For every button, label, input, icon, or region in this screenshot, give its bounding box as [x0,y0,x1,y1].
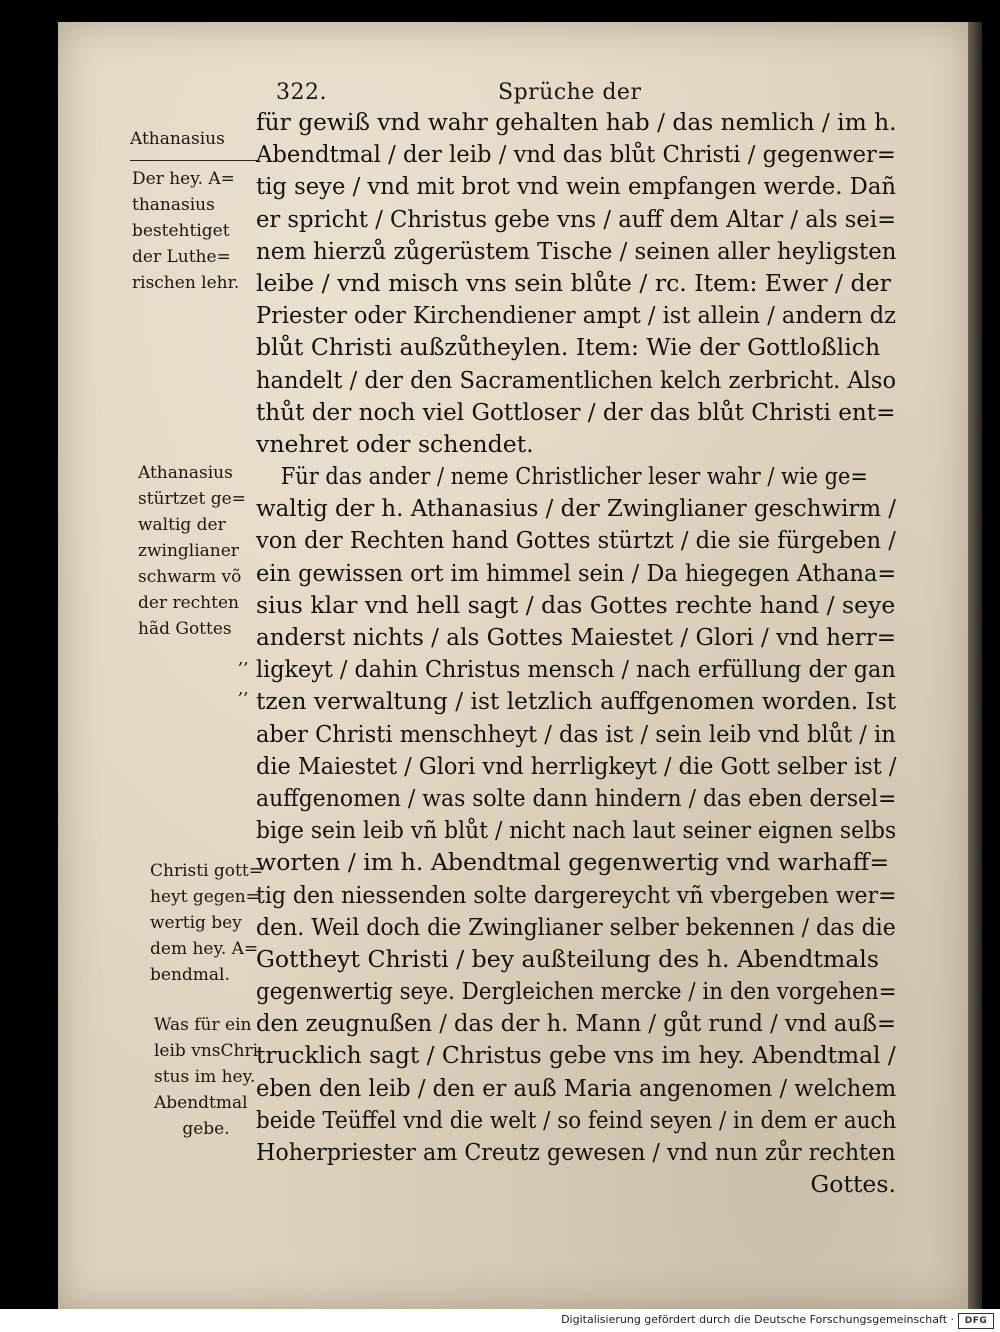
marginal-line: stus im hey. [154,1067,256,1087]
text-line: ligkeyt / dahin Christus mensch / nach erfüllung der gan [256,655,896,684]
text-line: sius klar vnd hell sagt / das Gottes rechte hand / seye [256,590,896,619]
marginal-line: Christi gott= [150,861,263,881]
body-text [256,106,896,1200]
marginal-line: thanasius [132,195,215,215]
footer-bar [0,1309,1000,1332]
text-line: Für das ander / neme Christlicher leser wahr / wie ge= [280,462,868,491]
text-line: waltig der h. Athanasius / der Zwinglianer geschwirm / [256,494,897,523]
text-line: Priester oder Kirchendiener ampt / ist allein / andern dz [256,301,896,330]
text-line: den. Weil doch die Zwinglianer selber bekennen / das die [256,912,896,941]
footer-credit: Digitalisierung gefördert durch die Deutsche Forschungsgemeinschaft · [561,1313,954,1326]
text-line: er spricht / Christus gebe vns / auff dem Altar / als sei= [256,204,897,233]
text-line: Abendtmal / der leib / vnd das blůt Christi / gegenwer= [256,140,896,169]
marginal-line: schwarm võ [138,567,242,587]
running-head: Sprüche der [498,80,642,105]
text-line: leibe / vnd misch vns sein blůte / rc. Item: Ewer / der [256,268,891,297]
marginal-line: Abendtmal [154,1093,248,1113]
text-line: thůt der noch viel Gottloser / der das blůt Christi ent= [256,397,896,426]
text-line: aber Christi menschheyt / das ist / sein leib vnd blůt / in [256,719,896,748]
marginal-line: wertig bey [150,913,242,933]
text-line: tzen verwaltung / ist letzlich auffgenomen worden. Ist [256,687,897,716]
text-line: eben den leib / den er auß Maria angenomen / welchem [256,1073,897,1102]
page-number: 322. [276,80,327,105]
text-line: nem hierzů zůgerüstem Tische / seinen aller heyligsten [256,236,897,265]
marginal-line: bestehtiget [132,221,230,241]
marginal-line: Athanasius [138,463,233,483]
text-line: den zeugnußen / das der h. Mann / gůt rund / vnd auß= [256,1009,896,1038]
text-line: blůt Christi außzůtheylen. Item: Wie der Gottloßlich [256,333,881,362]
text-line: handelt / der den Sacramentlichen kelch zerbricht. Also [256,365,897,394]
marginal-line: leib vnsChri [154,1041,259,1061]
marginal-rule [130,160,258,161]
text-line: trucklich sagt / Christus gebe vns im hey. Abendtmal / [256,1041,896,1070]
marginal-line: rischen lehr. [132,273,240,293]
marginal-line: der Luthe= [132,247,231,267]
text-line: von der Rechten hand Gottes stürtzt / die sie fürgeben / [256,526,896,555]
text-line: ein gewissen ort im himmel sein / Da hiegegen Athana= [256,558,897,587]
marginal-line: der rechten [138,593,239,613]
text-line: auffgenomen / was solte dann hindern / das eben dersel= [256,783,897,812]
text-line: vnehret oder schendet. [256,429,534,458]
text-line: tig den niessenden solte dargereycht vñ vbergeben wer= [256,880,897,909]
text-line: gegenwertig seye. Dergleichen mercke / in den vorgehen= [256,977,897,1006]
text-line: beide Teüffel vnd die welt / so feind seyen / in dem er auch [256,1105,897,1134]
text-line: anderst nichts / als Gottes Maiestet / Glori / vnd herr= [256,623,897,651]
marginal-line: stürtzet ge= [138,489,246,509]
marginal-athanasius: Athanasius [130,129,225,149]
marginal-note-divinity-present [150,858,263,988]
marginal-line: dem hey. A= [150,939,259,959]
text-line: für gewiß vnd wahr gehalten hab / das nemlich / im h. [256,108,897,136]
marginal-line: waltig der [138,515,226,535]
text-line: Gottheyt Christi / bey außteilung des h. Abendtmals [256,944,879,973]
marginal-line: gebe. [182,1119,230,1139]
quotation-mark: ,, [238,679,249,699]
text-line: Hoherpriester am Creutz gewesen / vnd nun zůr rechten [256,1138,896,1166]
text-line: die Maiestet / Glori vnd herrligkeyt / die Gott selber ist / [256,751,897,780]
text-line: bige sein leib vñ blůt / nicht nach laut seiner eignen selbs [256,816,897,845]
marginal-note-which-body [154,1012,258,1142]
marginal-line: bendmal. [150,965,230,985]
marginal-line: Der hey. A= [132,169,235,189]
marginal-line: zwinglianer [138,541,239,561]
dfg-logo: DFG [958,1313,994,1329]
marginal-note-lutheran-doctrine [132,166,239,296]
text-line: tig seye / vnd mit brot vnd wein empfangen werde. Dañ [256,172,896,201]
marginal-line: Was für ein [154,1015,252,1035]
marginal-line: heyt gegen= [150,887,260,907]
book-spine [968,22,982,1309]
marginal-note-zwinglians [138,460,246,642]
text-line: worten / im h. Abendtmal gegenwertig vnd warhaff= [256,848,890,877]
catchword-line: Gottes. [810,1170,896,1199]
marginal-line: hãd Gottes [138,619,232,639]
quotation-mark: ,, [238,649,249,669]
